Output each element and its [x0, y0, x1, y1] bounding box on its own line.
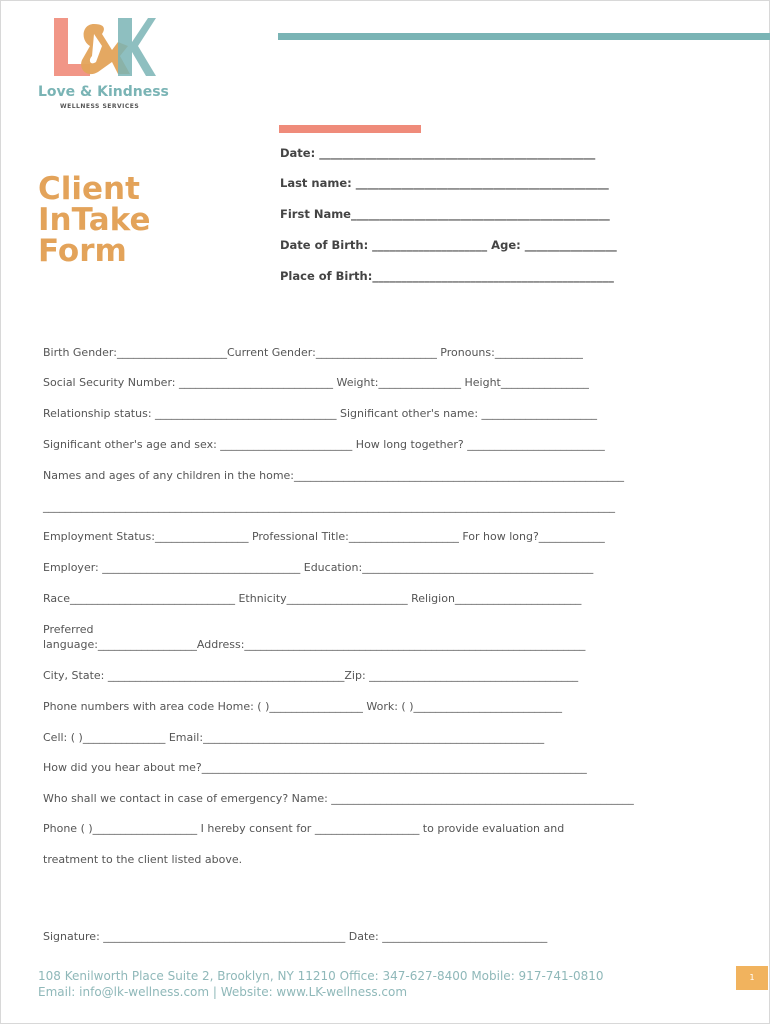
phone-numbers-row[interactable]: Phone numbers with area code Home: ( )_________________ Work: ( )___________________________	[43, 700, 563, 713]
form-title	[38, 171, 151, 269]
brand-subtitle: WELLNESS SERVICES	[60, 103, 140, 110]
city-state-zip-row[interactable]: City, State: ___________________________________________Zip: ______________________________________	[43, 669, 579, 682]
brand-name: Love & Kindness	[38, 84, 169, 100]
footer-email-website: Email: info@lk-wellness.com | Website: www.LK-wellness.com	[38, 985, 408, 999]
title-line-2: InTake	[38, 202, 151, 238]
title-line-1: Client	[38, 171, 140, 207]
children-continuation-line[interactable]: ________________________________________________________________________________________________________	[43, 500, 615, 513]
referral-source-row[interactable]: How did you hear about me?______________________________________________________________________	[43, 761, 587, 774]
lk-logo-icon	[52, 16, 157, 78]
first-name-field[interactable]: First Name_____________________________________________	[280, 207, 610, 221]
signature-date-row[interactable]: Signature: ____________________________________________ Date: ______________________________	[43, 930, 548, 943]
date-field[interactable]: Date: ________________________________________________	[280, 146, 596, 160]
children-row[interactable]: Names and ages of any children in the home:____________________________________________________________	[43, 469, 625, 482]
place-of-birth-field[interactable]: Place of Birth:__________________________________________	[280, 269, 614, 283]
race-ethnicity-religion-row[interactable]: Race______________________________ Ethnicity______________________ Religion_______________________	[43, 592, 582, 605]
employer-education-row[interactable]: Employer: ____________________________________ Education:__________________________________________	[43, 561, 594, 574]
dob-age-field[interactable]: Date of Birth: ____________________ Age: ________________	[280, 238, 617, 252]
emergency-contact-row[interactable]: Who shall we contact in case of emergency? Name: _______________________________________________________	[43, 792, 634, 805]
brand-logo	[38, 16, 168, 116]
employment-row[interactable]: Employment Status:_________________ Professional Title:____________________ For how long?____________	[43, 530, 605, 543]
last-name-field[interactable]: Last name: ____________________________________________	[280, 176, 609, 190]
salmon-accent-bar	[279, 125, 421, 133]
consent-row[interactable]: Phone ( )___________________ I hereby consent for ___________________ to provide evaluation and	[43, 822, 565, 835]
relationship-row[interactable]: Relationship status: _________________________________ Significant other's name: _____________________	[43, 407, 598, 420]
cell-email-row[interactable]: Cell: ( )_______________ Email:______________________________________________________________	[43, 731, 545, 744]
title-line-3: Form	[38, 233, 127, 269]
teal-accent-bar	[278, 33, 770, 40]
footer-contact	[38, 968, 604, 1000]
page-number-badge: 1	[736, 966, 768, 990]
consent-continuation: treatment to the client listed above.	[43, 853, 243, 866]
footer-address: 108 Kenilworth Place Suite 2, Brooklyn, NY 11210 Office: 347-627-8400 Mobile: 917-741-0810	[38, 969, 604, 983]
significant-other-row[interactable]: Significant other's age and sex: ________________________ How long together? _________________________	[43, 438, 605, 451]
language-address-row[interactable]: Preferred language:__________________Address:______________________________________________________________	[43, 623, 586, 651]
ssn-weight-height-row[interactable]: Social Security Number: ____________________________ Weight:_______________ Height________________	[43, 376, 589, 389]
gender-pronouns-row[interactable]: Birth Gender:____________________Current Gender:______________________ Pronouns:________________	[43, 346, 583, 359]
